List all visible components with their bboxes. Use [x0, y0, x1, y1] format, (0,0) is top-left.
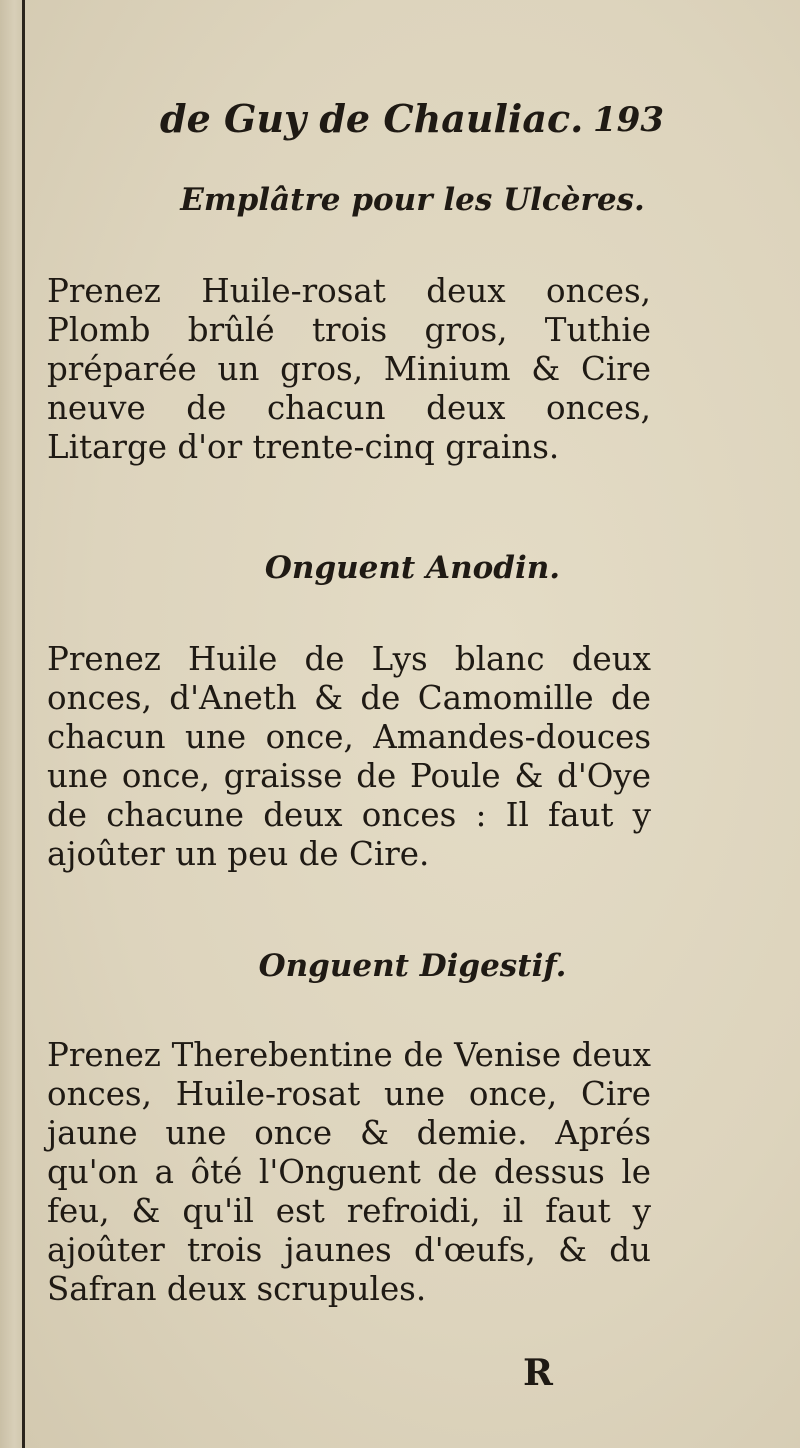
book-page [25, 0, 800, 1448]
paragraph-onguent-anodin: Prenez Huile de Lys blanc deux onces, d'Aneth & de Camomille de chacun une once, Amandes-douces une once, graisse de Poule & d'Oye de chacune deux onces : Il faut y ajoûter un peu de Cire. [47, 640, 651, 873]
page-number: 193 [593, 100, 664, 140]
catchword: R [523, 1352, 553, 1394]
section-heading-emplatre: Emplâtre pour les Ulcères. [180, 182, 645, 218]
paragraph-onguent-digestif: Prenez Therebentine de Venise deux onces, Huile-rosat une once, Cire jaune une once & demie. Aprés qu'on a ôté l'Onguent de dessus le feu, & qu'il est refroidi, il faut y ajoûter trois jaunes d'œufs, & du Safran deux scrupules. [47, 1036, 651, 1308]
running-head [25, 96, 800, 146]
section-heading-onguent-digestif: Onguent Digestif. [258, 948, 567, 984]
paragraph-emplatre: Prenez Huile-rosat deux onces, Plomb brûlé trois gros, Tuthie préparée un gros, Minium & Cire neuve de chacun deux onces, Litarge d'or trente-cinq grains. [47, 272, 651, 466]
book-spine [0, 0, 24, 1448]
running-title: de Guy de Chauliac. [160, 96, 584, 141]
section-heading-onguent-anodin: Onguent Anodin. [264, 550, 561, 586]
